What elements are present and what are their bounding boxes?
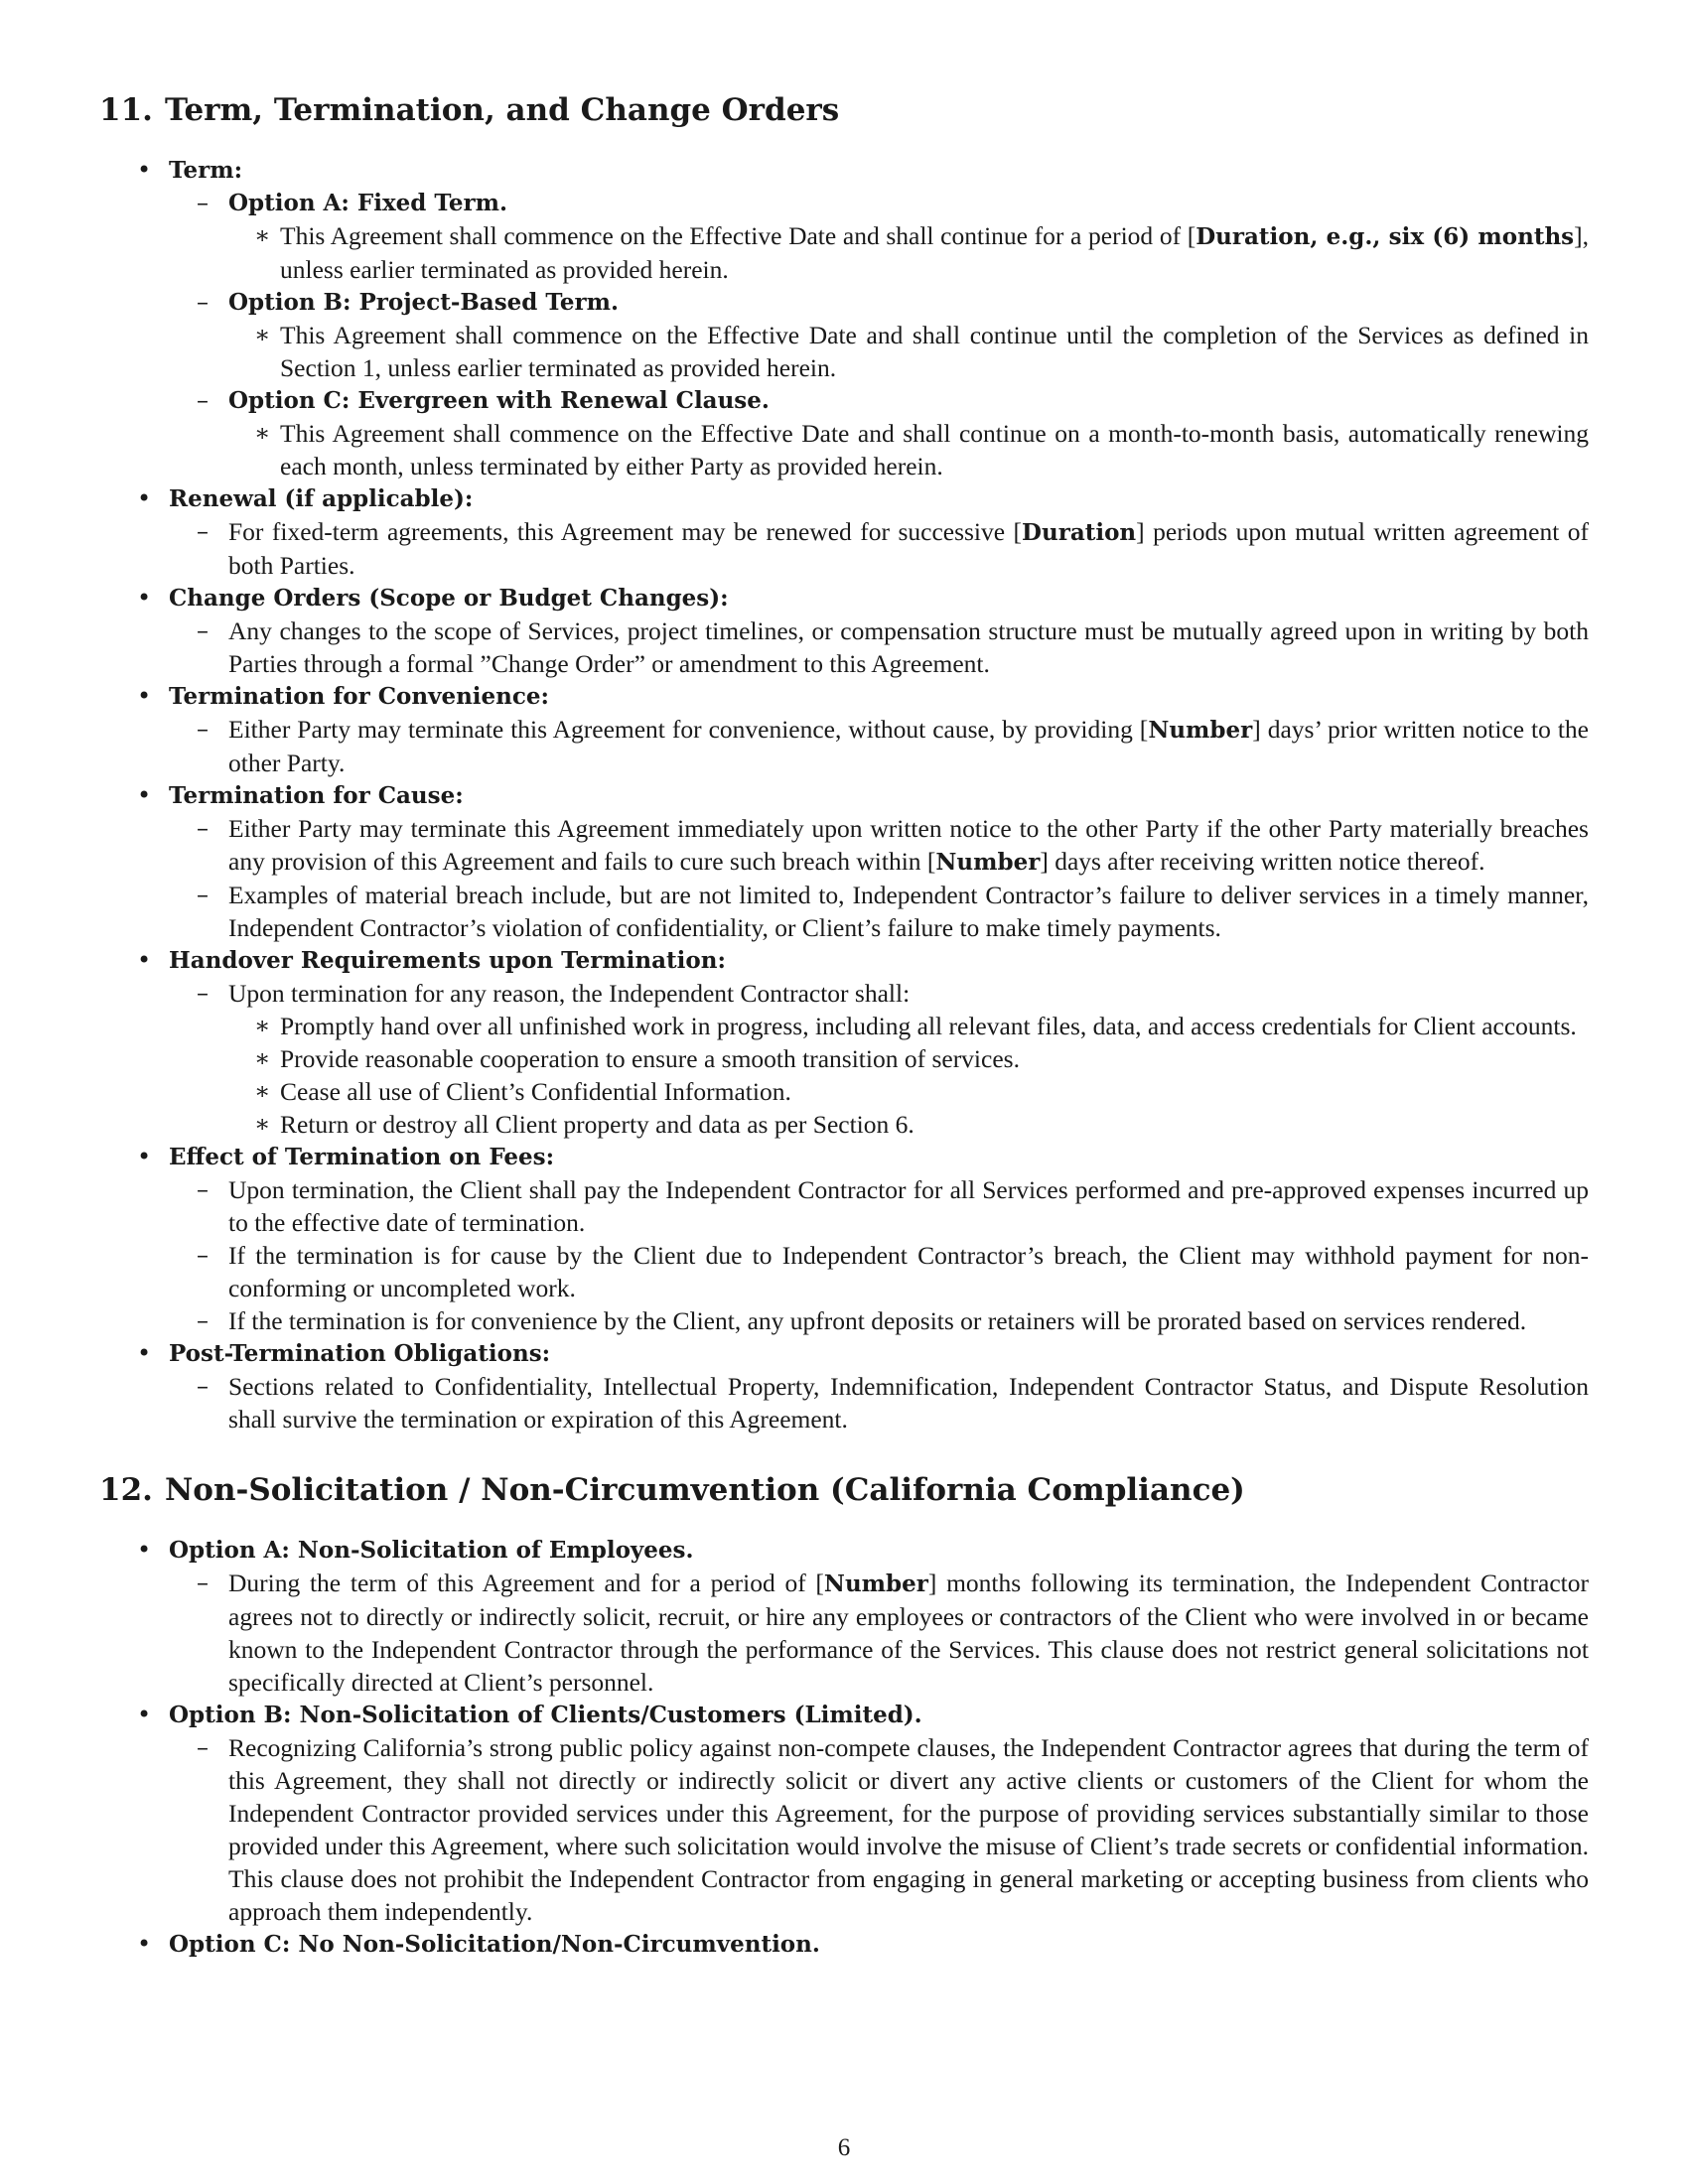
- list-item-fees: [99, 1141, 1589, 1337]
- list-item: [169, 879, 1589, 944]
- paragraph: Recognizing California’s strong public policy against non-compete clauses, the Independent Contractor agrees that during the term of this Agreement, they shall not directly or indirectly solicit or divert any active clients or customers of the Client for whom the Independent Contractor provided services under this Agreement, for the purpose of providing services substantially similar to those provided under this Agreement, where such solicitation would involve the misuse of Client’s trade secrets or confidential information. This clause does not prohibit the Independent Contractor from engaging in general marketing or accepting business from clients who approach them independently.: [228, 1732, 1589, 1926]
- paragraph: Sections related to Confidentiality, Intellectual Property, Indemnification, Independent Contractor Status, and Dispute Resolution shall survive the termination or expiration of this Agreement.: [228, 1371, 1589, 1433]
- list-item: [169, 1173, 1589, 1239]
- list-item: [228, 1010, 1589, 1042]
- item-label: Option C: No Non-Solicitation/Non-Circumvention.: [169, 1930, 820, 1958]
- asterisk-icon: ∗: [254, 320, 271, 348]
- dash-icon: –: [197, 287, 209, 316]
- list-item-cause: [99, 779, 1589, 944]
- paragraph: Upon termination, the Client shall pay the Independent Contractor for all Services performed and pre-approved expenses incurred up to the effective date of termination.: [228, 1174, 1589, 1237]
- paragraph: Upon termination for any reason, the Independent Contractor shall:: [228, 978, 911, 1008]
- list-item: [169, 515, 1589, 582]
- list-item-change-orders: [99, 582, 1589, 680]
- asterisk-icon: ∗: [254, 1011, 271, 1039]
- dash-icon: –: [197, 714, 209, 743]
- dash-icon: –: [197, 1371, 209, 1400]
- item-label: Handover Requirements upon Termination:: [169, 946, 726, 974]
- asterisk-icon: ∗: [254, 418, 271, 447]
- asterisk-icon: ∗: [254, 220, 271, 249]
- list-item: [228, 219, 1589, 286]
- section-11-list: [99, 154, 1589, 1435]
- asterisk-icon: ∗: [254, 1109, 271, 1138]
- item-label: Effect of Termination on Fees:: [169, 1143, 555, 1170]
- section-number: 11.: [99, 92, 153, 128]
- bullet-icon: •: [137, 483, 152, 512]
- item-label: Option C: Evergreen with Renewal Clause.: [228, 386, 770, 414]
- list-item: [169, 1370, 1589, 1435]
- list-item-option-b: [99, 1699, 1589, 1928]
- list-item-term: [99, 154, 1589, 482]
- bullet-icon: •: [137, 780, 152, 809]
- dash-icon: –: [197, 615, 209, 644]
- asterisk-icon: ∗: [254, 1043, 271, 1072]
- dash-icon: –: [197, 1305, 209, 1334]
- bullet-icon: •: [137, 583, 152, 612]
- paragraph: Any changes to the scope of Services, project timelines, or compensation structure must be mutually agreed upon in writing by both Parties through a formal ”Change Order” or amendment to this Agreement.: [228, 615, 1589, 678]
- bullet-icon: •: [137, 155, 152, 184]
- dash-icon: –: [197, 1174, 209, 1203]
- dash-icon: –: [197, 813, 209, 842]
- page-number: 6: [837, 2134, 851, 2161]
- dash-icon: –: [197, 1568, 209, 1596]
- section-title: Non-Solicitation / Non-Circumvention (California Compliance): [164, 1471, 1245, 1508]
- dash-icon: –: [197, 188, 209, 216]
- bullet-icon: •: [137, 1338, 152, 1367]
- list-item: [228, 319, 1589, 384]
- list-item: [169, 1239, 1589, 1304]
- dash-icon: –: [197, 385, 209, 414]
- item-label: Termination for Cause:: [169, 781, 464, 809]
- dash-icon: –: [197, 880, 209, 908]
- bullet-icon: •: [137, 1929, 152, 1958]
- section-12-heading: [99, 1471, 1589, 1510]
- section-title: Term, Termination, and Change Orders: [164, 92, 840, 128]
- bullet-icon: •: [137, 1142, 152, 1170]
- list-item-post-termination: [99, 1337, 1589, 1435]
- list-item: [169, 1567, 1589, 1699]
- dash-icon: –: [197, 516, 209, 545]
- item-label: Term:: [169, 156, 243, 184]
- list-item: [169, 614, 1589, 680]
- item-label: Option A: Fixed Term.: [228, 189, 507, 216]
- list-item: [169, 713, 1589, 779]
- list-item: [169, 812, 1589, 879]
- document-page: [99, 91, 1589, 1961]
- bullet-icon: •: [137, 1700, 152, 1728]
- list-item: [228, 417, 1589, 482]
- section-12-list: [99, 1534, 1589, 1961]
- list-item: [228, 1042, 1589, 1075]
- option-b-project-term: [169, 286, 1589, 384]
- bullet-icon: •: [137, 945, 152, 974]
- bullet-icon: •: [137, 681, 152, 710]
- paragraph: Either Party may terminate this Agreement for convenience, without cause, by providing [Number] days’ prior written notice to the other Party.: [228, 714, 1589, 777]
- list-item-option-c: [99, 1928, 1589, 1961]
- section-number: 12.: [99, 1471, 153, 1508]
- bullet-icon: •: [137, 1535, 152, 1564]
- item-label: Option B: Non-Solicitation of Clients/Customers (Limited).: [169, 1701, 922, 1728]
- dash-icon: –: [197, 1732, 209, 1761]
- list-item-renewal: [99, 482, 1589, 582]
- paragraph: If the termination is for cause by the Client due to Independent Contractor’s breach, the Client may withhold payment for non-conforming or uncompleted work.: [228, 1240, 1589, 1302]
- item-label: Termination for Convenience:: [169, 682, 550, 710]
- paragraph: This Agreement shall commence on the Effective Date and shall continue for a period of [Duration, e.g., six (6) months], unless earlier terminated as provided herein.: [280, 220, 1589, 284]
- item-label: Renewal (if applicable):: [169, 484, 474, 512]
- list-item: [228, 1108, 1589, 1141]
- paragraph: For fixed-term agreements, this Agreement may be renewed for successive [Duration] periods upon mutual written agreement of both Parties.: [228, 516, 1589, 580]
- item-label: Option A: Non-Solicitation of Employees.: [169, 1536, 694, 1564]
- dash-icon: –: [197, 1240, 209, 1269]
- list-item: [169, 1731, 1589, 1928]
- list-item: [228, 1075, 1589, 1108]
- paragraph: This Agreement shall commence on the Effective Date and shall continue on a month-to-month basis, automatically renewing each month, unless terminated by either Party as provided herein.: [280, 418, 1589, 480]
- paragraph: This Agreement shall commence on the Effective Date and shall continue until the completion of the Services as defined in Section 1, unless earlier terminated as provided herein.: [280, 320, 1589, 382]
- paragraph: During the term of this Agreement and for a period of [Number] months following its termination, the Independent Contractor agrees not to directly or indirectly solicit, recruit, or hire any employees or contractors of the Client who were involved in or became known to the Independent Contractor through the performance of the Services. This clause does not restrict general solicitations not specifically directed at Client’s personnel.: [228, 1568, 1589, 1697]
- paragraph: Return or destroy all Client property and data as per Section 6.: [280, 1109, 914, 1139]
- section-11-heading: [99, 91, 1589, 130]
- paragraph: Provide reasonable cooperation to ensure a smooth transition of services.: [280, 1043, 1020, 1073]
- paragraph: Examples of material breach include, but are not limited to, Independent Contractor’s failure to deliver services in a timely manner, Independent Contractor’s violation of confidentiality, or Client’s failure to make timely payments.: [228, 880, 1589, 942]
- list-item: [169, 1304, 1589, 1337]
- list-item-convenience: [99, 680, 1589, 779]
- asterisk-icon: ∗: [254, 1076, 271, 1105]
- item-label: Change Orders (Scope or Budget Changes):: [169, 584, 729, 612]
- dash-icon: –: [197, 978, 209, 1007]
- item-label: Post-Termination Obligations:: [169, 1339, 551, 1367]
- option-a-fixed-term: [169, 187, 1589, 286]
- paragraph: Either Party may terminate this Agreement immediately upon written notice to the other Party if the other Party materially breaches any provision of this Agreement and fails to cure such breach within [Number] days after receiving written notice thereof.: [228, 813, 1589, 876]
- list-item-handover: [99, 944, 1589, 1141]
- list-item: [169, 977, 1589, 1141]
- paragraph: If the termination is for convenience by the Client, any upfront deposits or retainers will be prorated based on services rendered.: [228, 1305, 1527, 1335]
- item-label: Option B: Project-Based Term.: [228, 288, 619, 316]
- option-c-evergreen: [169, 384, 1589, 482]
- list-item-option-a: [99, 1534, 1589, 1699]
- paragraph: Promptly hand over all unfinished work in progress, including all relevant files, data, and access credentials for Client accounts.: [280, 1011, 1577, 1040]
- paragraph: Cease all use of Client’s Confidential Information.: [280, 1076, 791, 1106]
